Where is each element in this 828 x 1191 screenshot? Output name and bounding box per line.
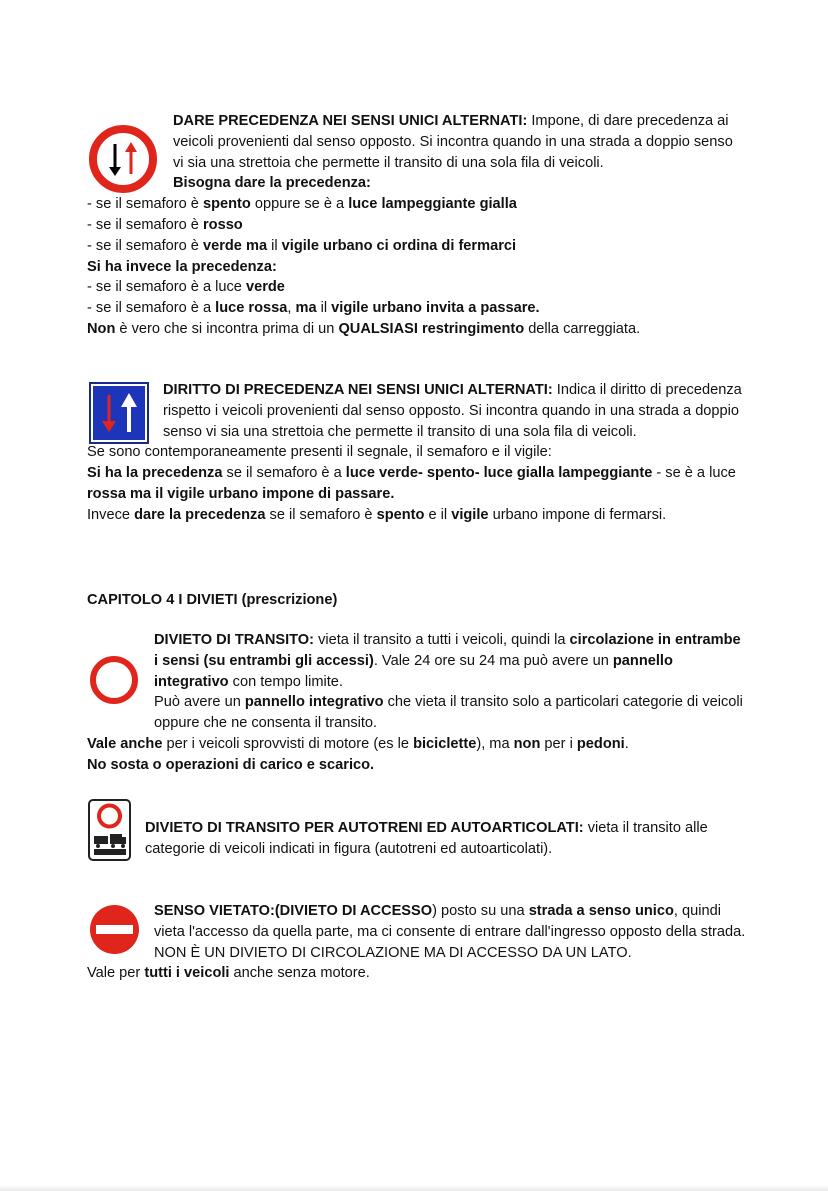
bold-text: pedoni (576, 735, 625, 752)
text-run: , (287, 300, 296, 317)
text-run: . Vale 24 ore su 24 ma può avere un (373, 652, 613, 669)
paragraph (87, 630, 747, 692)
list-item (87, 236, 747, 257)
list-item (87, 298, 747, 319)
bold-text: biciclette (413, 735, 477, 752)
paragraph (87, 818, 747, 860)
bold-text: circolazione in entrambe i sensi (su entrambi gli accessi) (154, 632, 741, 669)
bold-text: QUALSIASI restringimento (338, 320, 525, 337)
bold-text: Si ha invece la precedenza: (87, 258, 277, 275)
paragraph (87, 692, 747, 734)
text-run: urbano impone di fermarsi. (488, 506, 667, 523)
text-run: NON È UN DIVIETO DI CIRCOLAZIONE MA DI ACCESSO DA UN LATO. (154, 944, 632, 961)
paragraph (87, 173, 747, 194)
bold-text: rossa ma il vigile urbano impone di passare. (87, 485, 395, 502)
bold-text: DARE PRECEDENZA NEI SENSI UNICI ALTERNATI: (173, 113, 528, 129)
text-run: e il (424, 506, 452, 523)
section-senso-vietato (87, 901, 747, 984)
bold-text: No sosta o operazioni di carico e scarico. (87, 756, 375, 773)
bold-text: vigile (451, 506, 489, 523)
bold-text: strada a senso unico (528, 903, 674, 919)
paragraph (87, 257, 747, 278)
section-dare-precedenza (87, 111, 747, 340)
bold-text: verde ma (202, 237, 268, 254)
text-run: per i veicoli sprovvisti di motore (es le (162, 735, 414, 752)
text-run: con tempo limite. (228, 673, 343, 690)
text-run: il (316, 300, 332, 317)
bold-text: luce verde- spento- luce gialla lampeggiante (345, 465, 653, 482)
text-run: anche senza motore. (229, 965, 370, 982)
bold-text: vigile urbano invita a passare. (331, 300, 540, 317)
bold-text: luce lampeggiante gialla (348, 196, 517, 213)
bold-text: DIVIETO DI TRANSITO: (154, 632, 315, 648)
paragraph (87, 734, 747, 755)
text-run: Se sono contemporaneamente presenti il segnale, il semaforo e il vigile: (87, 444, 552, 461)
chapter-heading: CAPITOLO 4 I DIVIETI (prescrizione) (87, 592, 338, 608)
text-run: vieta il transito alle categorie di veicoli indicati in figura (autotreni ed autoarticolati). (145, 820, 708, 857)
text-run: ), ma (476, 735, 514, 752)
paragraph (87, 943, 747, 964)
bold-text: DIVIETO DI TRANSITO PER AUTOTRENI ED AUTOARTICOLATI: (145, 820, 584, 836)
text-run: - se il semaforo è a luce (87, 279, 246, 296)
text-run: - se il semaforo è (87, 216, 203, 233)
bold-text: tutti i veicoli (144, 965, 230, 982)
bold-text: pannello integrativo (154, 652, 673, 690)
bold-text: ma (295, 300, 317, 317)
text-run: Impone, di dare precedenza ai veicoli provenienti dal senso opposto. Si incontra quando in una strada a doppio senso vi sia una strettoia che permette il transito di una sola fila di veicoli. (173, 113, 733, 171)
bold-text: spento (202, 196, 251, 213)
bold-text: dare la precedenza (134, 506, 266, 523)
paragraph (87, 901, 747, 943)
list-item (87, 194, 747, 215)
text-run: Può avere un (154, 694, 245, 711)
list-item (87, 277, 747, 298)
text-run: Invece (87, 506, 135, 523)
text-run: il (267, 237, 282, 254)
text-run: Indica il diritto di precedenza rispetto i veicoli provenienti dal senso opposto. Si incontra quando in una strada a doppio senso vi sia una strettoia che permette il transito di una sola fila di veicoli. (163, 382, 742, 440)
bold-text: luce rossa (215, 300, 288, 317)
text-run: è vero che si incontra prima di un (115, 320, 339, 337)
bold-text: SENSO VIETATO:(DIVIETO DI ACCESSO (154, 903, 433, 919)
text-run: - se il semaforo è (87, 237, 203, 254)
paragraph (87, 111, 747, 173)
text-run: della carreggiata. (524, 320, 641, 337)
bold-text: pannello integrativo (244, 694, 384, 711)
bold-text: vigile urbano ci ordina di fermarci (281, 237, 517, 254)
text-run: - se il semaforo è (87, 196, 203, 213)
paragraph (87, 505, 747, 526)
bold-text: Si ha la precedenza (87, 465, 223, 482)
paragraph (87, 319, 747, 340)
bold-text: Bisogna dare la precedenza: (173, 175, 371, 192)
text-run: se il semaforo è (265, 506, 377, 523)
paragraph (87, 463, 743, 505)
text-run: oppure se è a (250, 196, 349, 213)
bold-text: DIRITTO DI PRECEDENZA NEI SENSI UNICI ALTERNATI: (163, 382, 553, 398)
paragraph (87, 963, 747, 984)
text-run: Vale per (87, 965, 145, 982)
list-item (87, 215, 747, 236)
bold-text: verde (245, 279, 285, 296)
text-run: . (624, 735, 629, 752)
text-run: che vieta il transito solo a particolari categorie di veicoli oppure che ne consenta il transito. (154, 694, 743, 732)
section-divieto-autotreni (87, 818, 747, 860)
bold-text: spento (376, 506, 425, 523)
text-run: vieta il transito a tutti i veicoli, quindi la (314, 632, 570, 648)
text-run: , quindi vieta l'accesso da quella parte, ma ci consente di entrare dall'ingresso opposto della strada. (154, 903, 746, 940)
bold-text: non (513, 735, 541, 752)
bold-text: Vale anche (87, 735, 163, 752)
text-run: ) posto su una (432, 903, 529, 919)
section-diritto-precedenza (87, 380, 747, 526)
paragraph (87, 380, 747, 442)
section-divieto-transito (87, 630, 747, 776)
text-run: se il semaforo è a (222, 465, 346, 482)
bold-text: rosso (202, 216, 243, 233)
text-run: - se è a luce (652, 465, 736, 482)
paragraph (87, 755, 747, 776)
paragraph (87, 442, 747, 463)
text-run: per i (540, 735, 577, 752)
bold-text: Non (87, 320, 116, 337)
text-run: - se il semaforo è a (87, 300, 216, 317)
